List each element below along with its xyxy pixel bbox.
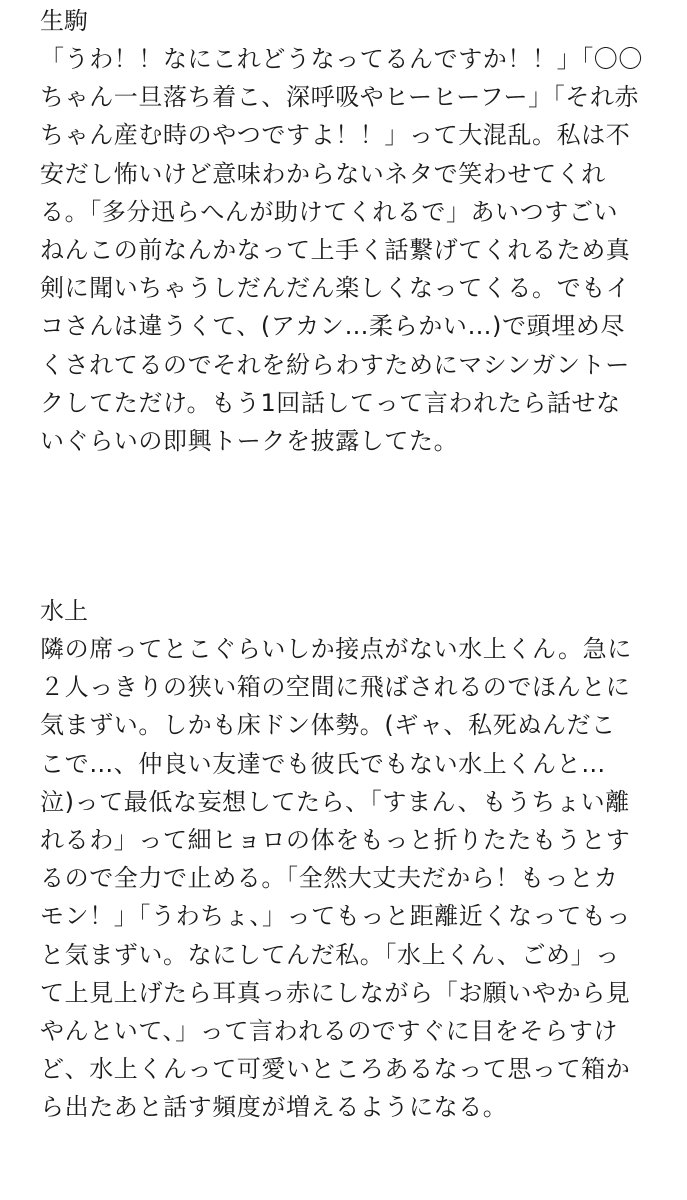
text-line: 「うわ！！なにこれどうなってるんですか！！」「〇〇 xyxy=(40,45,643,73)
text-line: 泣)って最低な妄想してたら、「すまん、もうちょい離 xyxy=(40,787,630,816)
text-line: ２人っきりの狭い箱の空間に飛ばされるのでほんとに xyxy=(40,673,631,702)
text-line: 気まずい。しかも床ドン体勢。(ギャ、私死ぬんだこ xyxy=(40,711,616,740)
text-line: モン！」「うわちょ、」ってもっと距離近くなってもっ xyxy=(40,902,631,931)
text-line: コさんは違うくて、(アカン…柔らかい…)で頭埋め尽 xyxy=(40,312,626,341)
text-line: と気まずい。なにしてんだ私。「水上くん、ごめ」っ xyxy=(40,940,620,969)
text-line: 安だし怖いけど意味わからないネタで笑わせてくれ xyxy=(40,159,606,188)
text-line: ら出たあと話す頻度が増えるようになる。 xyxy=(40,1093,508,1122)
text-line: いぐらいの即興トークを披露してた。 xyxy=(40,426,459,455)
text-line: ちゃん一旦落ち着こ、深呼吸やヒーヒーフー」「それ赤 xyxy=(40,83,640,112)
text-line: る。「多分迅らへんが助けてくれるで」あいつすごい xyxy=(40,197,619,226)
text-line: るので全力で止める。「全然大丈夫だから！もっとカ xyxy=(40,864,619,893)
text-line: こで…、仲良い友達でも彼氏でもない水上くんと… xyxy=(40,749,606,778)
section-title: 水上 xyxy=(40,597,88,625)
text-line: 剣に聞いちゃうしだんだん楽しくなってくる。でもイ xyxy=(40,274,631,303)
text-line: やんといて、」って言われるのですぐに目をそらすけ xyxy=(40,1016,618,1045)
text-line: クしてただけ。もう1回話してって言われたら話せな xyxy=(40,388,621,417)
text-line: くされてるのでそれを紛らわすためにマシンガントー xyxy=(40,350,630,379)
text-line: ねんこの前なんかなって上手く話繋げてくれるため真 xyxy=(40,235,631,264)
section-ikoma xyxy=(40,2,643,460)
text-line: て上見上げたら耳真っ赤にしながら「お願いやから見 xyxy=(40,978,631,1007)
section-mizukami xyxy=(40,592,632,1126)
section-title: 生駒 xyxy=(40,7,88,35)
text-line: 隣の席ってとこぐらいしか接点がない水上くん。急に xyxy=(40,635,632,663)
text-line: れるわ」って細ヒョロの体をもっと折りたたもうとす xyxy=(40,825,631,854)
text-line: ちゃん産む時のやつですよ！！」って大混乱。私は不 xyxy=(40,121,631,150)
text-line: ど、水上くんって可愛いところあるなって思って箱か xyxy=(40,1055,631,1084)
